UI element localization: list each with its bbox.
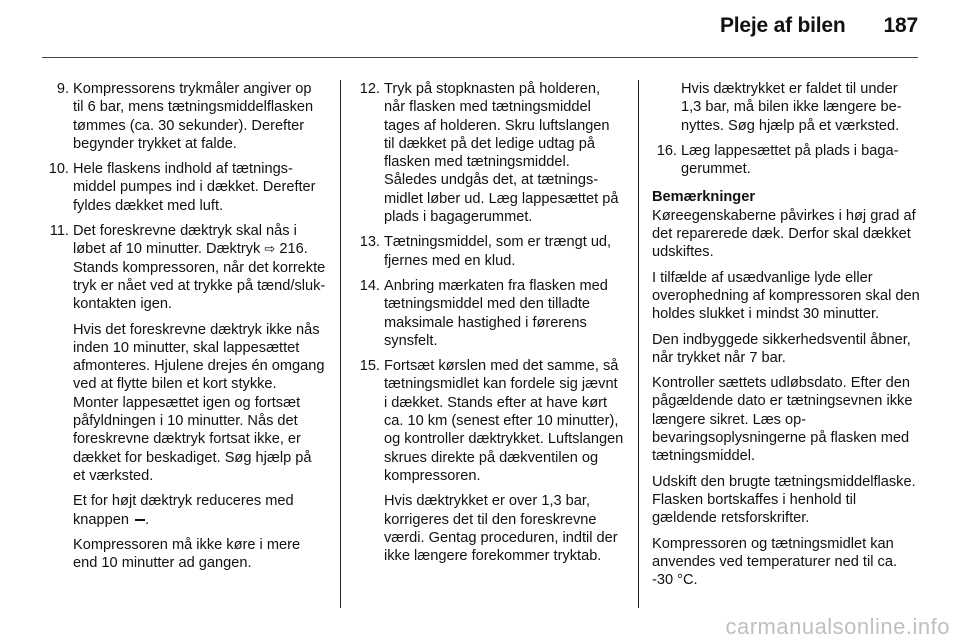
text-column-2: [355, 80, 624, 572]
note-paragraph: I tilfælde af usædvanlige lyde eller overophedning af kompressoren skal den holdes slukket i mindst 30 minutter.: [652, 269, 920, 323]
step-number: 16.: [656, 142, 677, 159]
note-heading: Bemærkninger: [652, 189, 755, 206]
column-divider: [638, 80, 639, 608]
step-item: [355, 277, 624, 350]
note-box: [652, 188, 920, 589]
step-item: [652, 142, 920, 179]
step-continuation: Hvis dæktrykket er faldet til under 1,3 bar, må bilen ikke længere benyttes. Søg hjælp på et værksted.: [681, 81, 902, 134]
step-text: Kompressorens trykmåler angiver op til 6 bar, mens tætningsmiddelflasken tømmes (ca. 30 sekunder). Derefter begynder trykket at falde.: [73, 81, 314, 152]
step-item: [44, 160, 326, 215]
header-rule: [42, 57, 918, 58]
step-item: [44, 222, 326, 572]
step-item: [355, 357, 624, 565]
step-paragraph: Et for højt dæktryk reduceres med knappen .: [73, 493, 294, 528]
step-number: 11.: [49, 223, 69, 240]
step-item: [44, 80, 326, 153]
step-number: 12.: [359, 81, 380, 97]
step-number: 15.: [359, 358, 380, 375]
step-text: Læg lappesættet på plads i bagagerummet.: [681, 142, 899, 178]
step-text: Tryk på stopknasten på holderen, når flasken med tætningsmiddel tages af holderen. Skru luftslangen til dækket på det ledige udtag på flasken med tætningsmiddel. Således undgås det, at tætningsmidlet løber ud. Læg lappesættet på plads i bagagerummet.: [384, 81, 619, 226]
step-text: 216. Stands kompressoren, når det korrekte tryk er nået ved at trykke på tænd/sluk-kontakten igen.: [73, 241, 326, 313]
step-text: Hele flaskens indhold af tætningsmiddel pumpes ind i dækket. Derefter fyldes dækket med luft.: [73, 161, 316, 214]
minus-button-icon: [135, 519, 145, 521]
page-number: 187: [883, 14, 918, 37]
step-item: [355, 233, 624, 270]
step-number: 13.: [359, 234, 380, 251]
page-header: [720, 14, 918, 38]
step-item: [355, 80, 624, 226]
step-text: Tætningsmiddel, som er trængt ud, fjernes med en klud.: [384, 234, 612, 269]
note-paragraph: Kompressoren og tætningsmidlet kan anvendes ved temperaturer ned til ca. -30 °C.: [652, 535, 897, 589]
step-paragraph: Hvis dæktrykket er over 1,3 bar, korrigeres det til den foreskrevne værdi. Gentag proceduren, indtil der ikke længere forekommer tryktab.: [384, 493, 618, 565]
note-paragraph: Kontroller sættets udløbsdato. Efter den pågældende dato er tætningsevnen ikke længere sikret. Læs opbevaringsoplysningerne på flasken med tætningsmiddel.: [652, 375, 913, 465]
step-number: 10.: [48, 161, 69, 178]
watermark: carmanualsonline.info: [725, 614, 950, 639]
page-reference-arrow-icon: ⇨: [264, 241, 276, 257]
text-column-3: [652, 80, 920, 589]
page-title: Pleje af bilen: [719, 14, 846, 37]
note-paragraph: Udskift den brugte tætningsmiddelflaske. Flasken bortskaffes i henhold til gældende retsforskrifter.: [652, 473, 916, 527]
text-column-1: [44, 80, 326, 579]
step-number: 9.: [56, 81, 69, 97]
step-text: Det foreskrevne dæktryk skal nås i løbet af 10 minutter. Dæktryk: [73, 223, 297, 258]
note-paragraph: Den indbyggede sikkerhedsventil åbner, når trykket når 7 bar.: [652, 331, 911, 366]
step-paragraph: Kompressoren må ikke køre i mere end 10 minutter ad gangen.: [73, 536, 301, 572]
column-divider: [340, 80, 341, 608]
step-text: Anbring mærkaten fra flasken med tætningsmiddel med den tilladte maksimale hastighed i førerens synsfelt.: [384, 277, 608, 349]
note-paragraph: Køreegenskaberne påvirkes i høj grad af det reparerede dæk. Derfor skal dækket udskiftes.: [652, 207, 916, 261]
step-text: Fortsæt kørslen med det samme, så tætningsmidlet kan fordele sig jævnt i dækket. Stands efter at have kørt ca. 10 km (senest efter 10 minutter), og kontroller dæktrykket. Luftslangen skrues direkte på dækventilen og kompressoren.: [384, 358, 624, 484]
step-paragraph: Hvis det foreskrevne dæktryk ikke nås inden 10 minutter, skal lappesættet afmonteres. Hjulene drejes én omgang ved at flytte bilen et kort stykke. Monter lappesættet igen og fortsæt påfyldningen i 10 minutter. Nås det foreskrevne dæktryk fortsat ikke, er dækket for beskadiget. Søg hjælp på et værksted.: [73, 321, 325, 484]
step-number: 14.: [359, 277, 380, 294]
